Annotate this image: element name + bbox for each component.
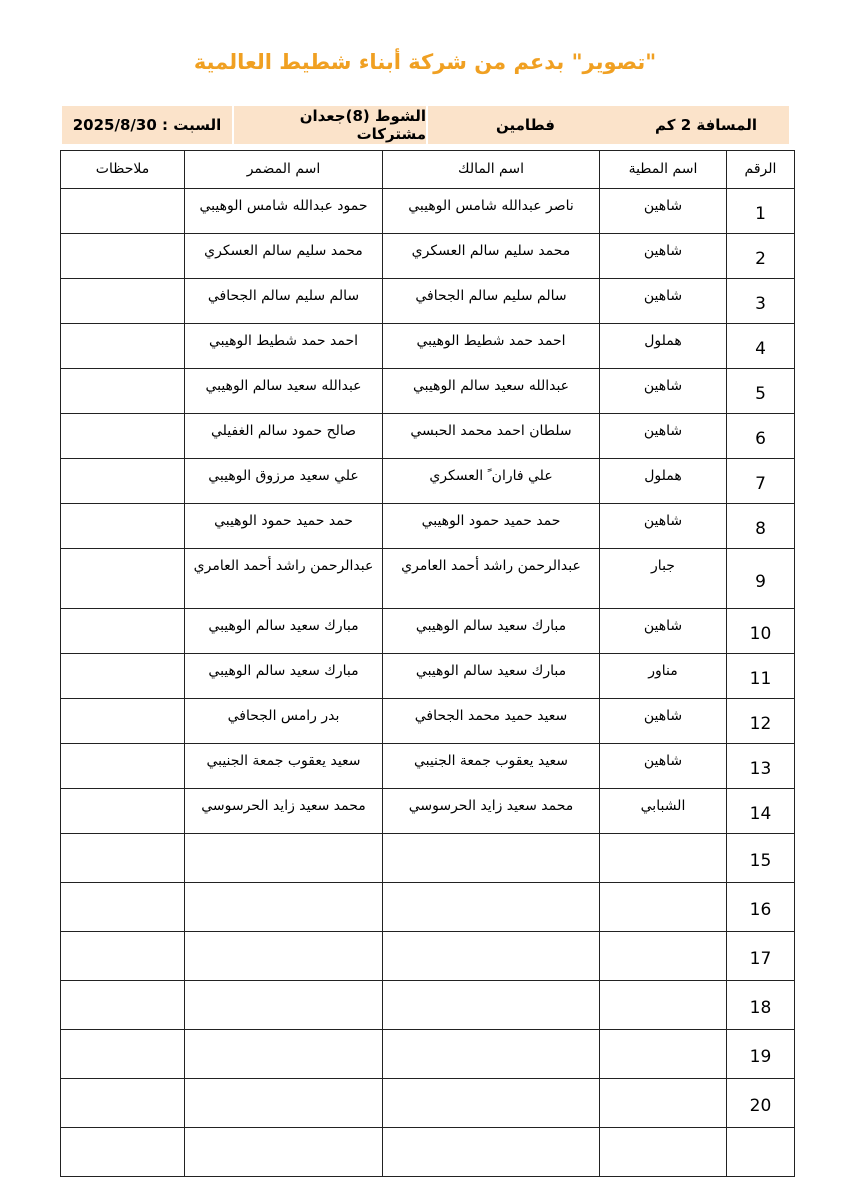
cell-camel-name: شاهين bbox=[600, 504, 727, 549]
cell-notes bbox=[61, 744, 185, 789]
cell-camel-name bbox=[600, 1128, 727, 1177]
cell-owner-name bbox=[383, 932, 600, 981]
table-row bbox=[61, 279, 795, 324]
cell-trainer-name: سالم سليم سالم الجحافي bbox=[185, 279, 383, 324]
cell-trainer-name bbox=[185, 1079, 383, 1128]
cell-trainer-name bbox=[185, 932, 383, 981]
cell-owner-name: سعيد حميد محمد الجحافي bbox=[383, 699, 600, 744]
race-distance: المسافة 2 كم bbox=[623, 106, 789, 144]
cell-trainer-name: حمود عبدالله شامس الوهيبي bbox=[185, 189, 383, 234]
cell-trainer-name: مبارك سعيد سالم الوهيبي bbox=[185, 609, 383, 654]
cell-camel-name: شاهين bbox=[600, 279, 727, 324]
cell-notes bbox=[61, 1128, 185, 1177]
cell-owner-name: عبدالله سعيد سالم الوهيبي bbox=[383, 369, 600, 414]
table-row bbox=[61, 324, 795, 369]
cell-number: 2 bbox=[727, 234, 795, 279]
cell-camel-name: شاهين bbox=[600, 414, 727, 459]
cell-owner-name: احمد حمد شطيط الوهيبي bbox=[383, 324, 600, 369]
cell-camel-name: مناور bbox=[600, 654, 727, 699]
cell-owner-name bbox=[383, 1079, 600, 1128]
cell-notes bbox=[61, 234, 185, 279]
cell-number: 6 bbox=[727, 414, 795, 459]
cell-trainer-name: بدر رامس الجحافي bbox=[185, 699, 383, 744]
cell-notes bbox=[61, 883, 185, 932]
cell-camel-name bbox=[600, 1030, 727, 1079]
table-row bbox=[61, 609, 795, 654]
cell-notes bbox=[61, 654, 185, 699]
header-notes: ملاحظات bbox=[61, 151, 185, 189]
cell-notes bbox=[61, 834, 185, 883]
table-row bbox=[61, 369, 795, 414]
table-row bbox=[61, 1030, 795, 1079]
cell-trainer-name bbox=[185, 1128, 383, 1177]
race-date: السبت : 2025/8/30 bbox=[62, 106, 232, 144]
cell-notes bbox=[61, 789, 185, 834]
cell-number: 10 bbox=[727, 609, 795, 654]
cell-camel-name: شاهين bbox=[600, 744, 727, 789]
cell-trainer-name: محمد سليم سالم العسكري bbox=[185, 234, 383, 279]
cell-owner-name: مبارك سعيد سالم الوهيبي bbox=[383, 609, 600, 654]
cell-number: 13 bbox=[727, 744, 795, 789]
cell-number: 5 bbox=[727, 369, 795, 414]
cell-number: 15 bbox=[727, 834, 795, 883]
cell-number bbox=[727, 1128, 795, 1177]
table-row bbox=[61, 789, 795, 834]
cell-notes bbox=[61, 504, 185, 549]
table-row bbox=[61, 654, 795, 699]
cell-owner-name: محمد سليم سالم العسكري bbox=[383, 234, 600, 279]
cell-owner-name bbox=[383, 1030, 600, 1079]
cell-camel-name: هملول bbox=[600, 324, 727, 369]
cell-owner-name bbox=[383, 981, 600, 1030]
cell-number: 8 bbox=[727, 504, 795, 549]
race-name: الشوط (8)جعدان مشتركات bbox=[234, 106, 426, 144]
cell-trainer-name: احمد حمد شطيط الوهيبي bbox=[185, 324, 383, 369]
cell-owner-name: علي فاران ً العسكري bbox=[383, 459, 600, 504]
cell-camel-name: شاهين bbox=[600, 699, 727, 744]
race-info-bar bbox=[60, 106, 789, 144]
table-header-row bbox=[61, 151, 795, 189]
cell-number: 7 bbox=[727, 459, 795, 504]
cell-notes bbox=[61, 549, 185, 609]
cell-owner-name: سالم سليم سالم الجحافي bbox=[383, 279, 600, 324]
cell-notes bbox=[61, 609, 185, 654]
cell-owner-name: سعيد يعقوب جمعة الجنيبي bbox=[383, 744, 600, 789]
cell-camel-name: شاهين bbox=[600, 369, 727, 414]
table-row bbox=[61, 932, 795, 981]
cell-owner-name: عبدالرحمن راشد أحمد العامري bbox=[383, 549, 600, 609]
header-owner-name: اسم المالك bbox=[383, 151, 600, 189]
entries-table bbox=[60, 150, 795, 1177]
table-row bbox=[61, 744, 795, 789]
table-row bbox=[61, 834, 795, 883]
cell-number: 18 bbox=[727, 981, 795, 1030]
cell-notes bbox=[61, 932, 185, 981]
cell-trainer-name: مبارك سعيد سالم الوهيبي bbox=[185, 654, 383, 699]
cell-camel-name bbox=[600, 1079, 727, 1128]
cell-trainer-name bbox=[185, 981, 383, 1030]
table-row bbox=[61, 189, 795, 234]
cell-number: 20 bbox=[727, 1079, 795, 1128]
cell-notes bbox=[61, 459, 185, 504]
cell-trainer-name: حمد حميد حمود الوهيبي bbox=[185, 504, 383, 549]
table-row bbox=[61, 699, 795, 744]
table-row bbox=[61, 549, 795, 609]
cell-owner-name: مبارك سعيد سالم الوهيبي bbox=[383, 654, 600, 699]
cell-trainer-name: سعيد يعقوب جمعة الجنيبي bbox=[185, 744, 383, 789]
cell-number: 17 bbox=[727, 932, 795, 981]
cell-number: 11 bbox=[727, 654, 795, 699]
table-row bbox=[61, 504, 795, 549]
cell-camel-name: شاهين bbox=[600, 189, 727, 234]
table-body bbox=[61, 189, 795, 1177]
cell-notes bbox=[61, 369, 185, 414]
cell-trainer-name: عبدالرحمن راشد أحمد العامري bbox=[185, 549, 383, 609]
cell-notes bbox=[61, 189, 185, 234]
cell-camel-name bbox=[600, 883, 727, 932]
cell-notes bbox=[61, 699, 185, 744]
cell-camel-name: جبار bbox=[600, 549, 727, 609]
table-row bbox=[61, 981, 795, 1030]
cell-trainer-name: محمد سعيد زايد الحرسوسي bbox=[185, 789, 383, 834]
table-row bbox=[61, 414, 795, 459]
cell-number: 12 bbox=[727, 699, 795, 744]
race-category: فطامين bbox=[428, 106, 623, 144]
cell-owner-name: سلطان احمد محمد الحبسي bbox=[383, 414, 600, 459]
cell-owner-name bbox=[383, 883, 600, 932]
cell-camel-name: الشبابي bbox=[600, 789, 727, 834]
table-row bbox=[61, 1128, 795, 1177]
cell-number: 16 bbox=[727, 883, 795, 932]
page-title: "تصوير" بدعم من شركة أبناء شطيط العالمية bbox=[193, 50, 657, 74]
cell-trainer-name bbox=[185, 834, 383, 883]
cell-number: 1 bbox=[727, 189, 795, 234]
cell-notes bbox=[61, 1030, 185, 1079]
cell-notes bbox=[61, 324, 185, 369]
header-trainer-name: اسم المضمر bbox=[185, 151, 383, 189]
cell-notes bbox=[61, 279, 185, 324]
cell-trainer-name: صالح حمود سالم الغفيلي bbox=[185, 414, 383, 459]
cell-owner-name bbox=[383, 834, 600, 883]
cell-owner-name: محمد سعيد زايد الحرسوسي bbox=[383, 789, 600, 834]
header-number: الرقم bbox=[727, 151, 795, 189]
cell-camel-name: شاهين bbox=[600, 609, 727, 654]
cell-trainer-name bbox=[185, 883, 383, 932]
table-row bbox=[61, 459, 795, 504]
cell-number: 4 bbox=[727, 324, 795, 369]
cell-notes bbox=[61, 1079, 185, 1128]
cell-owner-name: ناصر عبدالله شامس الوهيبي bbox=[383, 189, 600, 234]
cell-owner-name bbox=[383, 1128, 600, 1177]
table-row bbox=[61, 883, 795, 932]
table-row bbox=[61, 1079, 795, 1128]
cell-owner-name: حمد حميد حمود الوهيبي bbox=[383, 504, 600, 549]
cell-camel-name bbox=[600, 932, 727, 981]
cell-trainer-name: علي سعيد مرزوق الوهيبي bbox=[185, 459, 383, 504]
cell-camel-name: هملول bbox=[600, 459, 727, 504]
header-camel-name: اسم المطية bbox=[600, 151, 727, 189]
cell-number: 9 bbox=[727, 549, 795, 609]
cell-trainer-name bbox=[185, 1030, 383, 1079]
cell-camel-name: شاهين bbox=[600, 234, 727, 279]
cell-camel-name bbox=[600, 834, 727, 883]
cell-camel-name bbox=[600, 981, 727, 1030]
cell-number: 14 bbox=[727, 789, 795, 834]
cell-notes bbox=[61, 414, 185, 459]
table-row bbox=[61, 234, 795, 279]
cell-trainer-name: عبدالله سعيد سالم الوهيبي bbox=[185, 369, 383, 414]
cell-number: 3 bbox=[727, 279, 795, 324]
cell-number: 19 bbox=[727, 1030, 795, 1079]
cell-notes bbox=[61, 981, 185, 1030]
